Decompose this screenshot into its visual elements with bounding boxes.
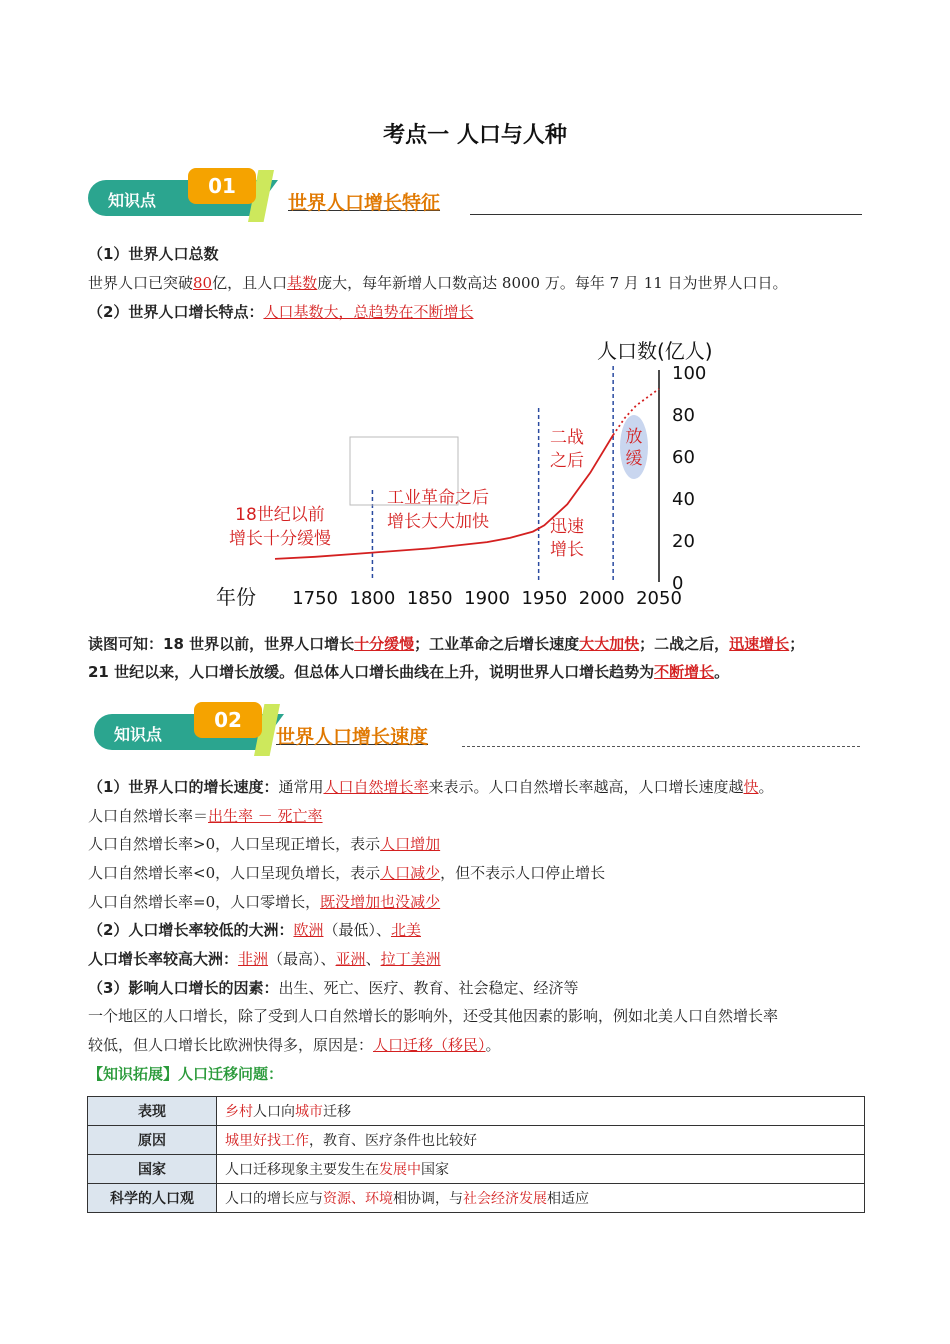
y-tick-label: 40: [672, 489, 695, 510]
paragraph-total: 世界人口已突破80亿，且人口基数庞大，每年新增人口数高达 8000 万。每年 7 月 11 日为世界人口日。: [88, 274, 788, 292]
growth-rate-negative: 人口自然增长率<0，人口呈现负增长，表示人口减少，但不表示人口停止增长: [88, 864, 606, 882]
y-tick-label: 80: [672, 405, 695, 426]
section2-rule: [462, 746, 860, 747]
chart-reading-2: 21 世纪以来，人口增长放缓。但总体人口增长曲线在上升，说明世界人口增长趋势为不断增长。: [88, 663, 730, 681]
slowdown-highlight: [620, 415, 648, 479]
growth-rate-formula: 人口自然增长率＝出生率 － 死亡率: [88, 807, 323, 825]
row-head: 国家: [88, 1155, 217, 1184]
table-row: [88, 1097, 865, 1126]
knowledge-badge-01: [88, 172, 288, 216]
growth-rate-line1: （1）世界人口的增长速度：通常用人口自然增长率来表示。人口自然增长率越高，人口增长速度越快。: [88, 778, 774, 796]
x-tick-label: 1900: [464, 588, 510, 609]
annotation-rapid-2: 增长: [550, 540, 584, 560]
row-cell: 人口迁移现象主要发生在发展中国家: [217, 1155, 865, 1184]
y-tick-label: 100: [672, 363, 707, 384]
growth-factors: （3）影响人口增长的因素：出生、死亡、医疗、教育、社会稳定、经济等: [88, 979, 579, 997]
x-tick-label: 1950: [521, 588, 568, 609]
extension-heading: 【知识拓展】人口迁移问题：: [88, 1065, 284, 1083]
row-cell: 乡村人口向城市迁移: [217, 1097, 865, 1126]
x-tick-label: 1850: [406, 588, 453, 609]
growth-rate-positive: 人口自然增长率>0，人口呈现正增长，表示人口增加: [88, 835, 441, 853]
growth-rate-zero: 人口自然增长率=0，人口零增长，既没增加也没减少: [88, 893, 441, 911]
annotation-rapid: 迅速: [550, 517, 584, 537]
table-row: [88, 1126, 865, 1155]
badge-label: 知识点: [114, 725, 163, 744]
migration-table: [87, 1096, 865, 1213]
low-growth-continents: （2）人口增长率较低的大洲：欧洲（最低）、北美: [88, 921, 421, 939]
x-tick-label: 2050: [636, 588, 682, 609]
migration-para-2: 较低，但人口增长比欧洲快得多，原因是：人口迁移（移民）。: [88, 1036, 501, 1054]
badge-number: 01: [188, 168, 256, 204]
x-tick-label: 1750: [292, 588, 339, 609]
annotation-pre18-2: 增长十分缓慢: [229, 529, 331, 549]
knowledge-badge-02: [94, 706, 294, 750]
section2-title: 世界人口增长速度: [276, 726, 429, 748]
sub-heading-total: （1）世界人口总数: [88, 245, 219, 263]
y-tick-label: 20: [672, 531, 695, 552]
y-tick-label: 0: [672, 573, 684, 594]
row-head: 原因: [88, 1126, 217, 1155]
high-growth-continents: 人口增长率较高大洲：非洲（最高）、亚洲、拉丁美洲: [88, 950, 441, 968]
migration-para-1: 一个地区的人口增长，除了受到人口自然增长的影响外，还受其他因素的影响，例如北美人口自然增长率: [88, 1007, 779, 1025]
sub-heading-features: （2）世界人口增长特点：人口基数大，总趋势在不断增长: [88, 303, 474, 321]
annotation-pre18: 18世纪以前: [235, 505, 325, 525]
x-axis-label: 年份: [216, 585, 256, 609]
annotation-postwar: 二战: [550, 428, 584, 448]
page-title: 考点一 人口与人种: [383, 123, 567, 148]
badge-number: 02: [194, 702, 262, 738]
population-growth-chart: [200, 330, 720, 620]
x-tick-label: 1800: [349, 588, 396, 609]
annotation-industrial-2: 增长大大加快: [387, 512, 489, 532]
annotation-slow-2: 缓: [625, 449, 643, 469]
row-cell: 人口的增长应与资源、环境相协调，与社会经济发展相适应: [217, 1184, 865, 1213]
chart-reading-1: 读图可知：18 世界以前，世界人口增长十分缓慢；工业革命之后增长速度大大加快；二战之后，迅速增长；: [88, 635, 805, 653]
annotation-slow: 放: [625, 427, 643, 447]
annotation-industrial: 工业革命之后: [387, 488, 489, 508]
y-tick-label: 60: [672, 447, 695, 468]
x-tick-label: 2000: [578, 588, 625, 609]
section1-title: 世界人口增长特征: [288, 192, 441, 214]
section1-rule: [470, 214, 862, 215]
row-head: 表现: [88, 1097, 217, 1126]
row-cell: 城里好找工作，教育、医疗条件也比较好: [217, 1126, 865, 1155]
row-head: 科学的人口观: [88, 1184, 217, 1213]
badge-label: 知识点: [108, 191, 157, 210]
table-row: [88, 1184, 865, 1213]
y-axis-label: 人口数(亿人): [597, 339, 713, 363]
table-row: [88, 1155, 865, 1184]
annotation-postwar-2: 之后: [550, 451, 584, 471]
